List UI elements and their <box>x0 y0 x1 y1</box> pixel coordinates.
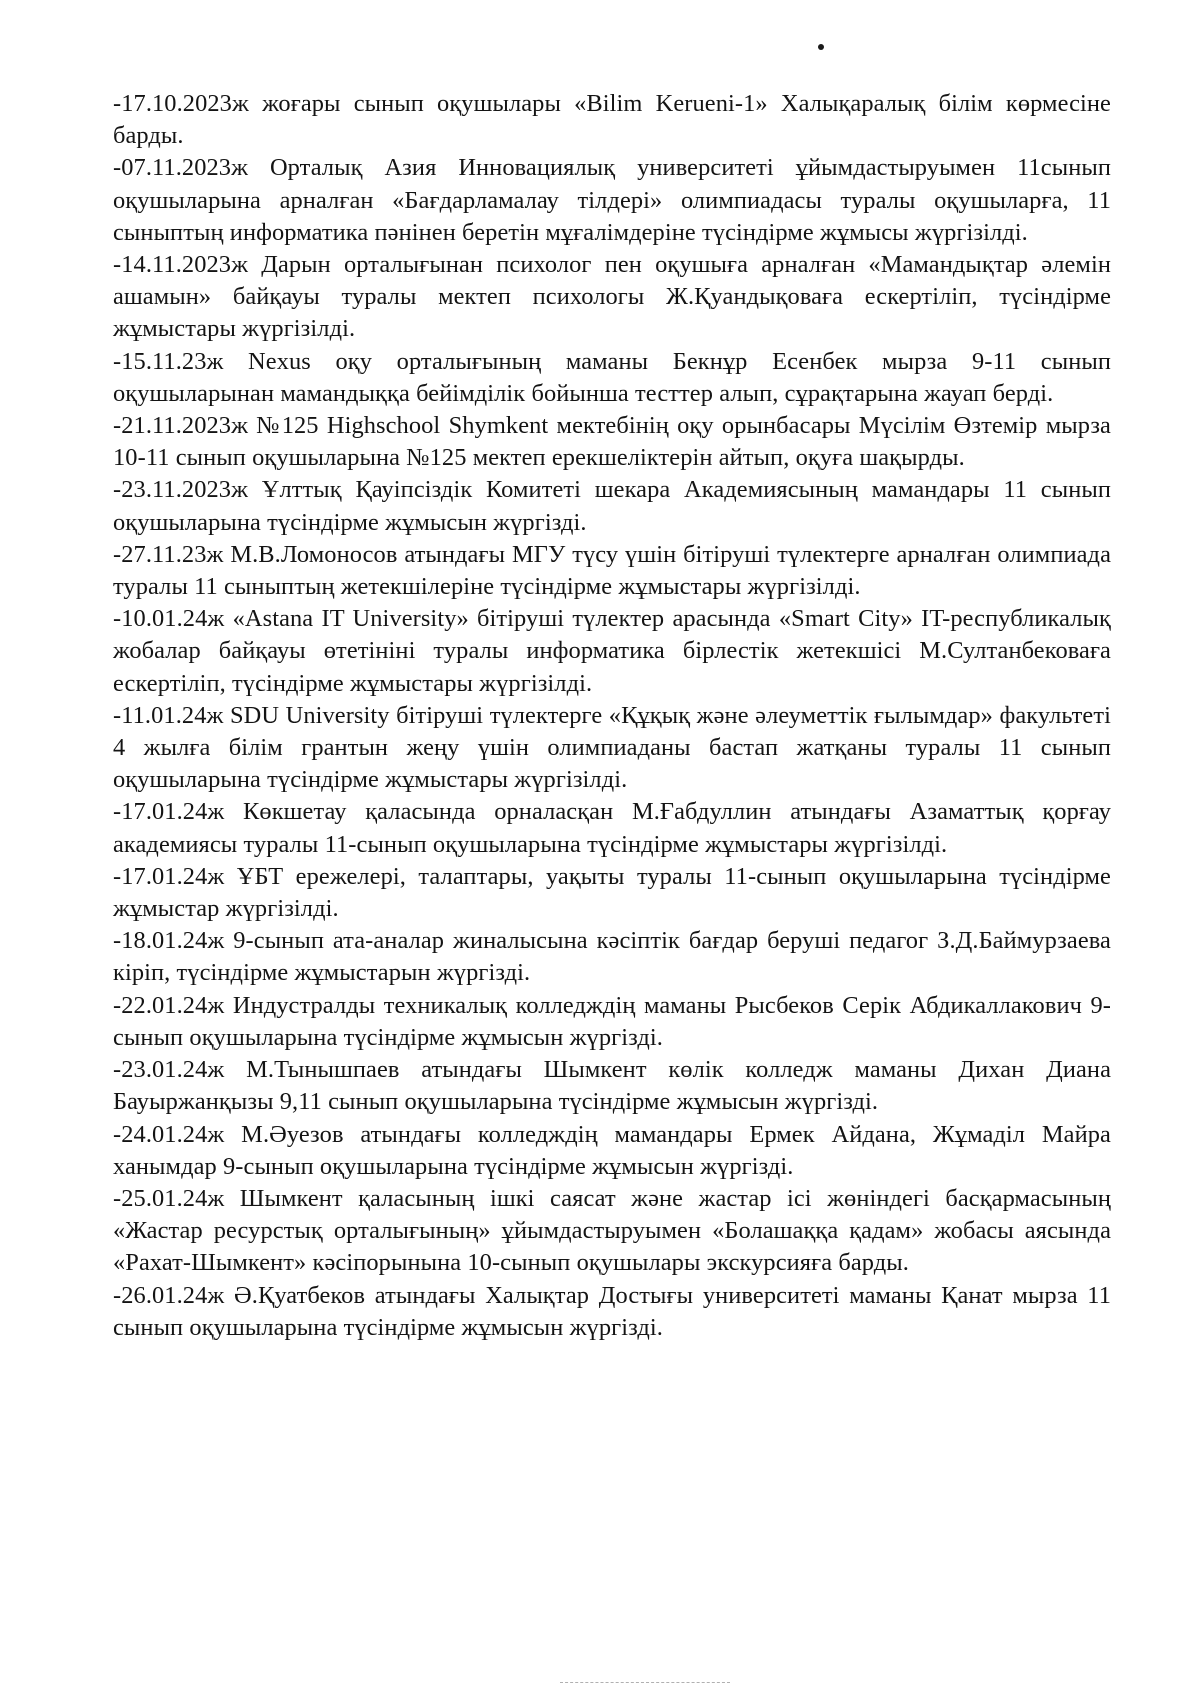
entry-paragraph: -11.01.24ж SDU University бітіруші түлектерге «Құқық және әлеуметтік ғылымдар» факультеті 4 жылға білім грантын жеңу үшін олимпиаданы бастап жатқаны туралы 11 сынып оқушыларына түсіндірме жұмыстары жүргізілді. <box>113 701 1111 794</box>
entry-paragraph: -23.01.24ж М.Тынышпаев атындағы Шымкент көлік колледж маманы Дихан Диана Бауыржанқызы 9,11 сынып оқушыларына түсіндірме жұмысын жүргізді. <box>113 1056 1111 1116</box>
entry-paragraph: -17.10.2023ж жоғары сынып оқушылары «Bilim Kerueni-1» Халықаралық білім көрмесіне барды. <box>113 90 1111 150</box>
entry-paragraph: -18.01.24ж 9-сынып ата-аналар жиналысына кәсіптік бағдар беруші педагог З.Д.Баймурзаева кіріп, түсіндірме жұмыстарын жүргізді. <box>113 927 1111 987</box>
entry-paragraph: -22.01.24ж Индустралды техникалық колледждің маманы Рысбеков Серік Абдикаллакович 9-сынып оқушыларына түсіндірме жұмысын жүргізді. <box>113 991 1111 1051</box>
ink-dot-mark <box>818 44 824 50</box>
entry-paragraph: -26.01.24ж Ә.Қуатбеков атындағы Халықтар Достығы университеті маманы Қанат мырза 11 сынып оқушыларына түсіндірме жұмысын жүргізді. <box>113 1281 1111 1341</box>
entry-paragraph: -27.11.23ж М.В.Ломоносов атындағы МГУ түсу үшін бітіруші түлектерге арналған олимпиада туралы 11 сыныптың жетекшілеріне түсіндірме жұмыстары жүргізілді. <box>113 540 1111 601</box>
entry-paragraph: -21.11.2023ж №125 Highschool Shymkent мектебінің оқу орынбасары Мүсілім Өзтемір мырза 10-11 сынып оқушыларына №125 мектеп ерекшеліктерін айтып, оқуға шақырды. <box>113 412 1111 472</box>
entry-paragraph: -17.01.24ж ҰБТ ережелері, талаптары, уақыты туралы 11-сынып оқушыларына түсіндірме жұмыстар жүргізілді. <box>113 862 1111 923</box>
entry-paragraph: -10.01.24ж «Astana IT University» бітіруші түлектер арасында «Smart City» IT-республикалық жобалар байқауы өтетінінi туралы информатика бірлестік жетекшісі М.Султанбековаға ескертіліп, түсіндірме жұмыстары жүргізілді. <box>113 605 1111 697</box>
entry-paragraph: -15.11.23ж Nexus оқу орталығының маманы Бекнұр Есенбек мырза 9-11 сынып оқушыларынан мамандыққа бейімділік бойынша тесттер алып, сұрақтарына жауап берді. <box>113 347 1111 407</box>
entries-list <box>113 88 1111 1344</box>
entry-paragraph: -14.11.2023ж Дарын орталығынан психолог пен оқушыға арналған «Мамандықтар әлемін ашамын» байқауы туралы мектеп психологы Ж.Қуандықоваға ескертіліп, түсіндірме жұмыстары жүргізілді. <box>113 251 1111 343</box>
entry-paragraph: -07.11.2023ж Орталық Азия Инновациялық университеті ұйымдастыруымен 11сынып оқушыларына арналған «Бағдарламалау тілдері» олимпиадасы туралы оқушыларға, 11 сыныптың информатика пәнінен беретін мұғалімдеріне түсіндірме жұмысы жүргізілді. <box>113 154 1111 246</box>
entry-paragraph: -24.01.24ж М.Әуезов атындағы колледждің мамандары Ермек Айдана, Жұмаділ Майра ханымдар 9-сынып оқушыларына түсіндірме жұмысын жүргізді. <box>113 1120 1111 1180</box>
entry-paragraph: -23.11.2023ж Ұлттық Қауіпсіздік Комитеті шекара Академиясының мамандары 11 сынып оқушыларына түсіндірме жұмысын жүргізді. <box>113 476 1111 536</box>
entry-paragraph: -17.01.24ж Көкшетау қаласында орналасқан М.Ғабдуллин атындағы Азаматтық қорғау академиясы туралы 11-сынып оқушыларына түсіндірме жұмыстары жүргізілді. <box>113 798 1111 858</box>
entry-paragraph: -25.01.24ж Шымкент қаласының ішкі саясат және жастар ісі жөніндегі басқармасының «Жастар ресурстық орталығының» ұйымдастыруымен «Болашаққа қадам» жобасы аясында «Рахат-Шымкент» кәсіпорынына 10-сынып оқушылары экскурсияға барды. <box>113 1184 1111 1277</box>
